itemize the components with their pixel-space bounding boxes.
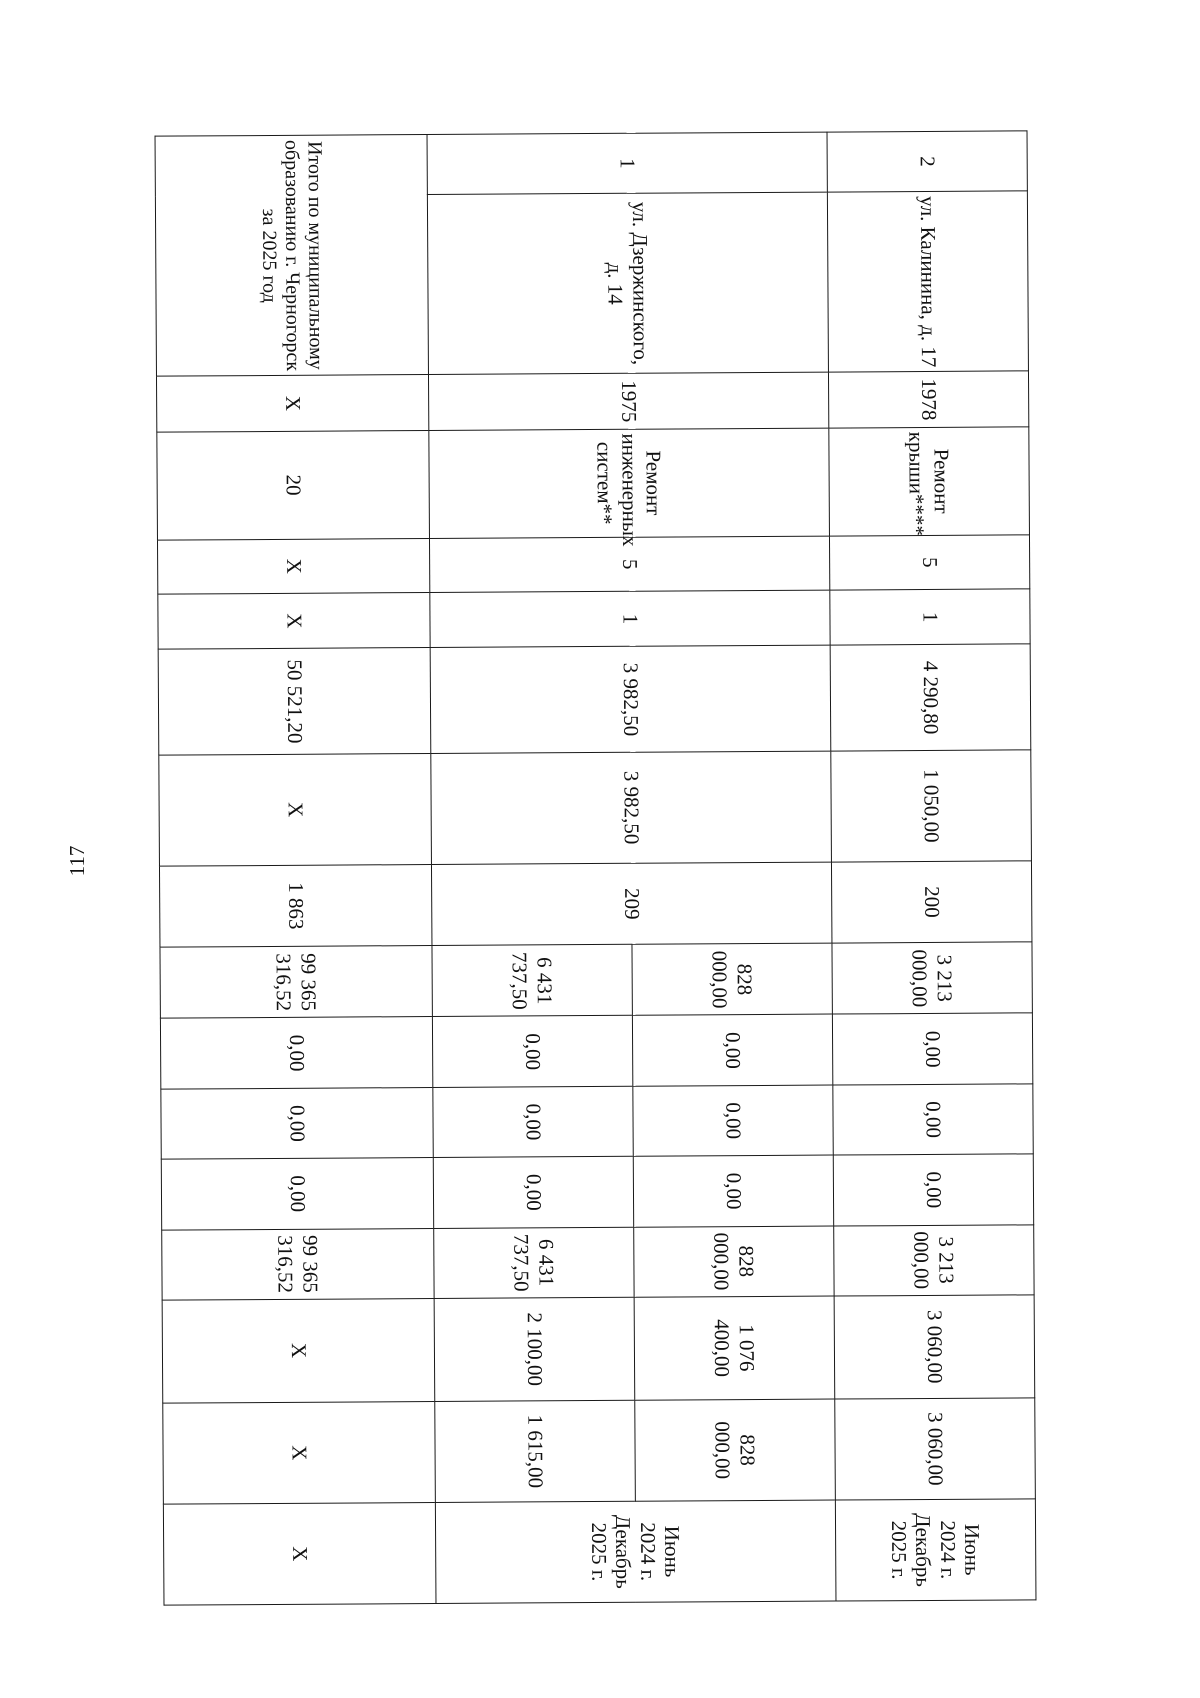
table-cell: 0,00 (633, 1155, 833, 1227)
table-row (827, 131, 1036, 1601)
table-cell: 209 (431, 862, 831, 946)
year-cell: 1975 (428, 372, 828, 430)
table-cell: Х (163, 1401, 436, 1504)
table-cell: 1 076 400,00 (634, 1296, 835, 1401)
table-cell: 828 000,00 (632, 943, 832, 1015)
table-cell: 0,00 (833, 1084, 1033, 1155)
table-cell: 0,00 (433, 1087, 633, 1158)
table-cell: 0,00 (633, 1085, 833, 1156)
table-cell: 828 000,00 (635, 1399, 836, 1501)
table-cell: 1 (830, 589, 1030, 646)
repair-schedule-table (155, 130, 1037, 1605)
total-label: Итого по муниципальному образованию г. Черногорск за 2025 год (155, 135, 428, 377)
table-cell: 2 100,00 (434, 1297, 635, 1402)
table-cell: 3 213 000,00 (832, 942, 1032, 1014)
table-cell: 0,00 (632, 1014, 832, 1086)
table-cell: Х (159, 754, 432, 866)
work-type-cell: Ремонт крыши**** (829, 427, 1030, 536)
work-type-cell: Ремонт инженерных систем** (429, 428, 830, 539)
table-cell: 5 (429, 536, 829, 593)
table-cell: 0,00 (832, 1013, 1032, 1085)
table-cell: 3 213 000,00 (834, 1225, 1034, 1296)
row-number: 2 (827, 131, 1027, 192)
year-cell: 1978 (828, 371, 1028, 428)
table-cell: 6 431 737,50 (432, 945, 632, 1017)
table-cell: Х (158, 592, 430, 649)
table-row (627, 132, 836, 1602)
table-cell: 3 060,00 (835, 1398, 1036, 1500)
table-cell: 828 000,00 (634, 1226, 834, 1297)
table-cell: Х (156, 375, 428, 432)
table-cell: 3 982,50 (430, 645, 831, 753)
table-row-total (155, 135, 436, 1606)
table-cell: 1 (430, 590, 830, 648)
table-cell: 0,00 (433, 1156, 633, 1228)
table-cell: Х (157, 538, 429, 594)
table-cell: 0,00 (161, 1157, 433, 1230)
table-cell: 1 615,00 (435, 1400, 636, 1502)
period-cell: Июнь 2024 г. Декабрь 2025 г. (435, 1500, 836, 1604)
table-cell: 200 (831, 860, 1031, 943)
table-cell: 20 (157, 430, 430, 540)
table-cell: 0,00 (160, 1017, 432, 1090)
table-cell: Х (163, 1502, 436, 1605)
table-cell: 3 060,00 (834, 1294, 1035, 1399)
table-cell: 0,00 (833, 1154, 1033, 1226)
table-cell: 99 365 316,52 (160, 946, 432, 1019)
address-cell: ул. Калинина, д. 17 (827, 191, 1028, 373)
table-cell: 0,00 (432, 1016, 632, 1088)
row-number: 1 (427, 132, 827, 195)
table-cell: 3 982,50 (431, 751, 832, 864)
table-cell: 5 (829, 535, 1029, 590)
table-cell: Х (162, 1298, 435, 1403)
table-cell: 1 863 (159, 864, 431, 947)
rotated-table-wrapper (156, 130, 1037, 1605)
period-cell: Июнь 2024 г. Декабрь 2025 г. (835, 1499, 1036, 1601)
table-cell: 6 431 737,50 (434, 1227, 634, 1298)
table-cell: 50 521,20 (158, 648, 431, 755)
table-cell: 99 365 316,52 (162, 1228, 434, 1299)
page-number: 117 (64, 845, 89, 877)
address-cell: ул. Дзержинского, д. 14 (427, 192, 828, 375)
table-cell: 0,00 (161, 1088, 433, 1159)
table-cell: 1 050,00 (831, 750, 1032, 862)
document-sheet (156, 130, 1037, 1605)
table-cell: 4 290,80 (830, 644, 1031, 751)
